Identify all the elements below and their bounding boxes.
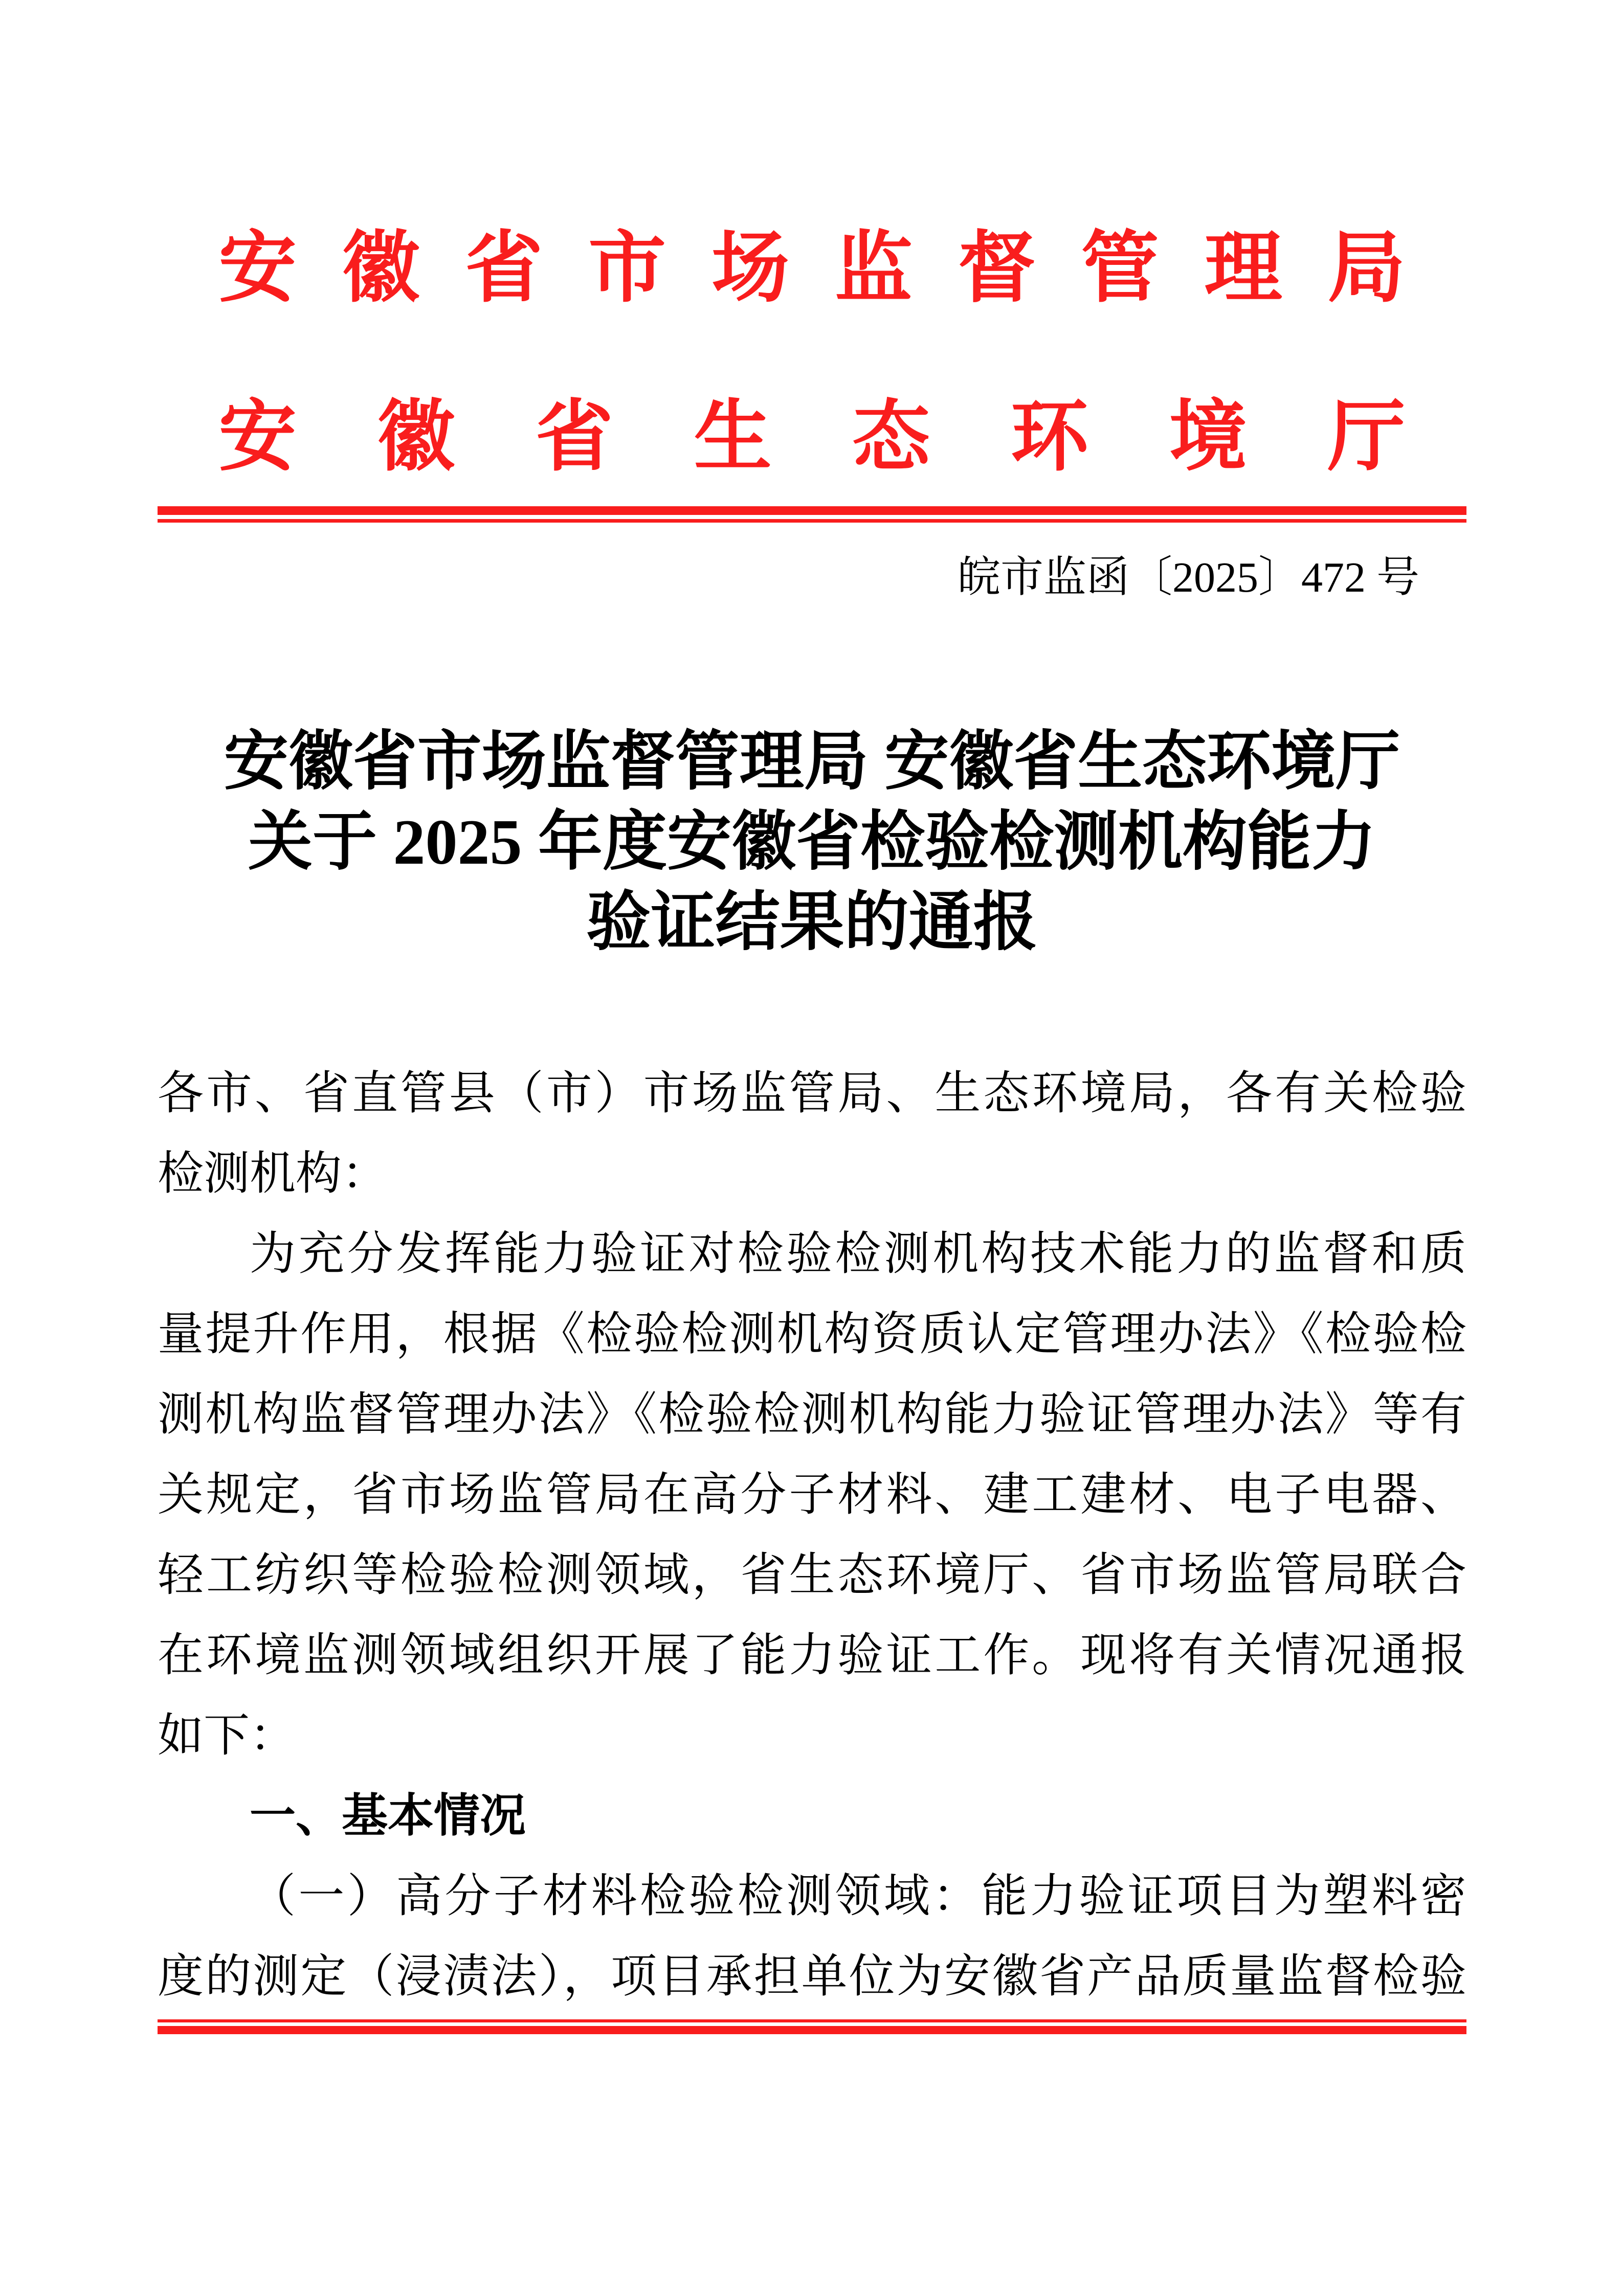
body-line: 如下： <box>158 1710 296 1761</box>
letterhead <box>219 184 1406 522</box>
footer-divider <box>158 2019 1466 2034</box>
body-line: 在环境监测领域组织开展了能力验证工作。现将有关情况通报 <box>158 1630 1466 1681</box>
title-line-2: 关于 2025 年度安徽省检验检测机构能力 <box>248 807 1376 878</box>
body-line: 为充分发挥能力验证对检验检测机构技术能力的监督和质 <box>250 1229 1466 1279</box>
title-line-3: 验证结果的通报 <box>586 887 1038 958</box>
body-line: 轻工纺织等检验检测领域，省生态环境厅、省市场监管局联合 <box>158 1550 1466 1601</box>
header-divider <box>158 506 1466 523</box>
section-heading: 一、基本情况 <box>250 1790 526 1841</box>
title-line-1: 安徽省市场监督管理局 安徽省生态环境厅 <box>224 727 1400 798</box>
document-title <box>0 722 1624 963</box>
header-divider-thick-line <box>158 506 1466 515</box>
body-line: （一）高分子材料检验检测领域：能力验证项目为塑料密 <box>250 1871 1466 1922</box>
header-divider-thin-line <box>158 519 1466 523</box>
body-line: 关规定，省市场监管局在高分子材料、建工建材、电子电器、 <box>158 1470 1466 1520</box>
body-line: 测机构监督管理办法》《检验检测机构能力验证管理办法》等有 <box>158 1389 1466 1440</box>
letterhead-org-line-1: 安徽省市场监督管理局 <box>218 226 1406 311</box>
body-line: 检测机构： <box>158 1149 388 1199</box>
letterhead-org-line-2: 安徽省生态环境厅 <box>218 394 1406 480</box>
body-line: 各市、省直管县（市）市场监管局、生态环境局，各有关检验 <box>158 1068 1466 1119</box>
body-line: 度的测定（浸渍法），项目承担单位为安徽省产品质量监督检验 <box>158 1951 1466 2002</box>
body-line: 量提升作用，根据《检验检测机构资质认定管理办法》《检验检 <box>158 1309 1466 1360</box>
document-number: 皖市监函〔2025〕472 号 <box>957 554 1419 601</box>
footer-divider-thick-line <box>158 2026 1466 2034</box>
footer-divider-thin-line <box>158 2019 1466 2022</box>
document-body <box>158 1053 1466 2017</box>
